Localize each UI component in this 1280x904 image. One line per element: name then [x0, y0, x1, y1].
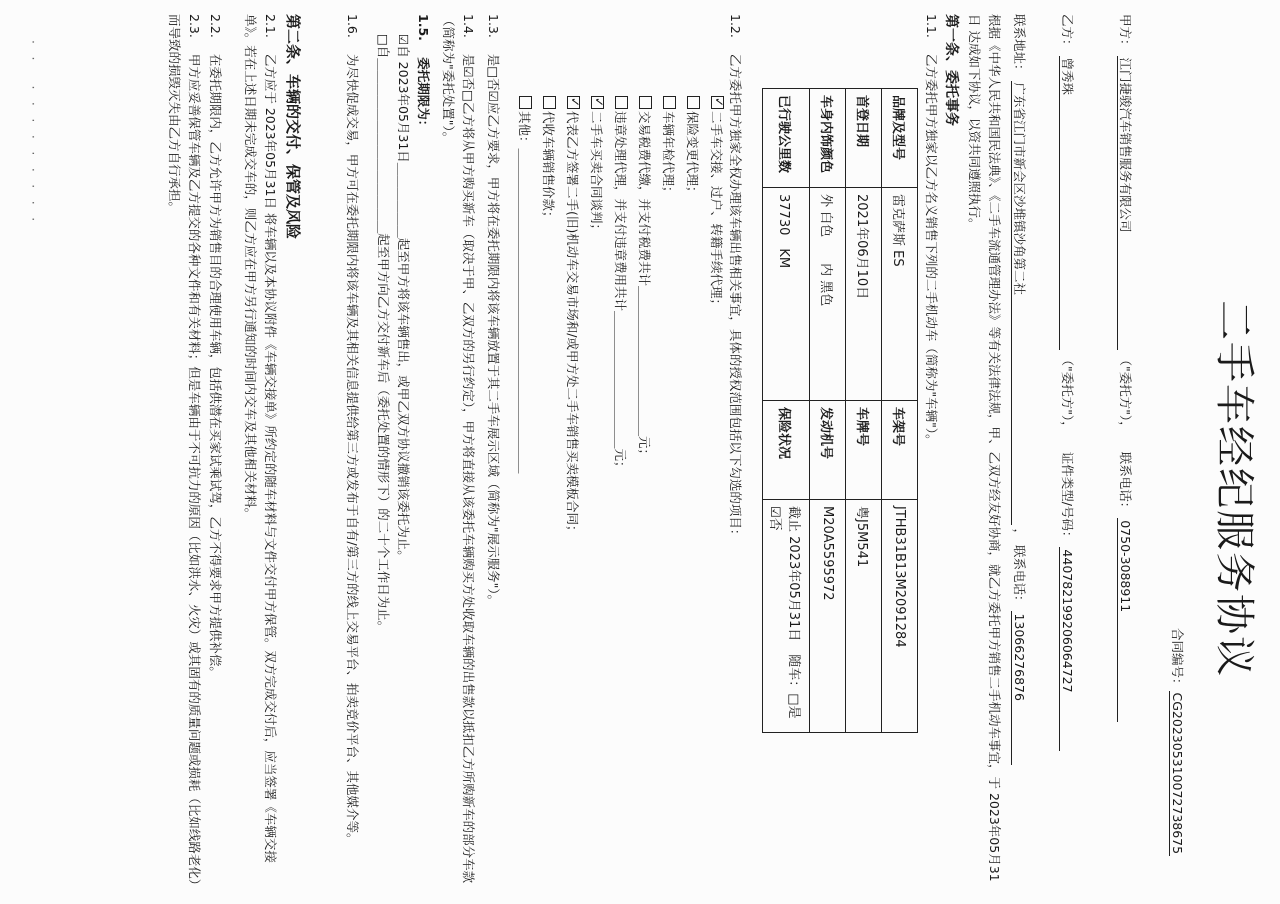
- address-phone: 13066276876: [1011, 611, 1026, 765]
- table-cell: 截止 2023年05月31日 随车：□是 ☑否: [763, 500, 810, 733]
- authorization-option: [709, 96, 724, 311]
- party-a-phone: 0750-3088911: [1117, 518, 1132, 722]
- table-cell: 粤J5M541: [846, 500, 882, 733]
- footer-dots: · · · · · · · · · · ·: [26, 40, 41, 222]
- party-b-row: 乙方： 曾秀珠 （"委托方"）， 证件类型/号码： 440782199206064727: [1059, 14, 1074, 751]
- option-label: 交易税费代缴，并支付税费共计＿＿＿＿＿＿＿＿＿＿＿＿元；: [637, 111, 652, 462]
- clause-2-2: 2.2. 在委托期限内，乙方允许甲方为销售目的合理使用车辆，包括供潜在买家试乘试驾，乙方不得要求甲方提供补偿。: [208, 14, 223, 679]
- clause-1-2: 1.2. 乙方委托甲方独家全权办理该车辆出售相关事宜，具体的授权范围包括以下勾选的项目：: [728, 14, 743, 542]
- clause-1-4: 1.4. 是☑否□乙方将从甲方购买新车（取决于甲、乙双方的另行约定），甲方将直接从该委托车辆购买方处收取车辆的出售款以抵扣乙方所购新车的部分车款（简称为"委托处置"）。: [441, 14, 476, 884]
- authorization-option: [685, 96, 700, 199]
- table-header-cell: 车身内饰颜色: [810, 89, 846, 188]
- table-header-cell: 已行驶公里数: [763, 89, 810, 188]
- authorization-option: [613, 96, 628, 474]
- option-label: 车辆年检代理；: [661, 111, 676, 199]
- authorization-option: [661, 96, 676, 199]
- option-label: 其他：＿＿＿＿＿＿＿＿＿＿＿＿＿＿＿＿＿＿＿＿＿＿＿＿＿＿: [517, 111, 532, 474]
- checked-box-icon: [711, 96, 724, 109]
- party-b-id: 440782199206064727: [1059, 547, 1074, 751]
- table-header-cell: 车架号: [882, 401, 918, 500]
- unchecked-box-icon: [639, 96, 652, 109]
- vehicle-table: [762, 88, 918, 733]
- address-value: 广东省江门市新会区沙堆镇沙角第二社: [1011, 81, 1026, 525]
- clause-1-1: 1.1. 乙方委托甲方独家以乙方名义销售下列的二手机动车（简称为"车辆"）。: [924, 14, 939, 447]
- party-a-row: 甲方： 江门捷骏汽车销售服务有限公司 （"委托方"）， 联系电话： 0750-3088911: [1117, 14, 1132, 722]
- checked-box-icon: [591, 96, 604, 109]
- authorization-option: [517, 96, 532, 474]
- authorization-option: [637, 96, 652, 461]
- option-label: 二手车买卖合同谈判；: [589, 111, 604, 237]
- preamble: 根据《中华人民共和国民法典》、《二手车流通管理办法》等有关法律法规，甲、乙双方经友好协商，就乙方委托甲方销售二手机动车事宜，于 2023年05月31日 达成如下协议，以资共同遵照执行。: [967, 14, 1002, 882]
- checked-box-icon: [567, 96, 580, 109]
- clause-1-3: 1.3. 是□否☑应乙方要求，甲方将在委托期限内将该车辆放置于其二手车展示区域（简称为"展示服务"）。: [486, 14, 501, 608]
- table-row: [846, 89, 882, 733]
- contract-number: 合同编号：CG202305310072738675: [1170, 628, 1185, 855]
- table-header-cell: 车牌号: [846, 401, 882, 500]
- table-cell: 2021年06月10日: [846, 188, 882, 401]
- option-label: 代收车辆销售价款；: [541, 111, 556, 224]
- authorization-option: [589, 96, 604, 236]
- table-cell: M20A5595972: [810, 500, 846, 733]
- unchecked-box-icon: [519, 96, 532, 109]
- table-cell: 外 白色 内 黑色: [810, 188, 846, 401]
- table-cell: JTHB31B13M2091284: [882, 500, 918, 733]
- article-2-title: 第二条、车辆的交付、保管及风险: [284, 14, 302, 240]
- table-row: [763, 89, 810, 733]
- table-header-cell: 品牌及型号: [882, 89, 918, 188]
- clause-2-1: 2.1. 乙方应于 2023年05月31日 将车辆以及本协议附件《车辆交接单》所约定的随车材料与文件交付甲方保管。双方完成交付后，应当签署《车辆交接单》。若在上述日期未完成交车的，则乙方应在甲方另行通知的时间内交车及其他相关材料。: [243, 14, 278, 863]
- authorization-option: [541, 96, 556, 224]
- unchecked-box-icon: [543, 96, 556, 109]
- table-row: [882, 89, 918, 733]
- article-1-title: 第一条、委托事务: [943, 14, 959, 126]
- option-label: 代表乙方签署二手(旧)机动车交易市场和/或甲方处二手车销售买卖模板合同；: [565, 111, 580, 538]
- party-a-name: 江门捷骏汽车销售服务有限公司: [1117, 56, 1132, 350]
- period-option-2: □自＿＿＿＿＿＿＿＿＿＿＿＿＿＿起至甲方向乙方交付新车后（委托处置的情形下）的二十个工作日为止。: [376, 34, 391, 634]
- table-header-cell: 保险状况: [763, 401, 810, 500]
- option-label: 二手车交接、过户、转籍手续代理；: [709, 111, 724, 312]
- unchecked-box-icon: [663, 96, 676, 109]
- period-option-1: ☑自 2023年05月31日＿＿＿＿＿＿起至甲方将该车辆售出，或甲乙双方协议撤销该委托为止。: [396, 34, 411, 563]
- address-row: 联系地址： 广东省江门市新会区沙堆镇沙角第二社 ， 联系电话： 13066276876: [1011, 14, 1026, 765]
- option-label: 违章处理代理，并支付违章费用共计＿＿＿＿＿＿＿＿＿＿＿元；: [613, 111, 628, 474]
- option-label: 保险变更代理；: [685, 111, 700, 199]
- unchecked-box-icon: [615, 96, 628, 109]
- document-title: 二手车经纪服务协议: [1211, 300, 1257, 678]
- contract-number-value: CG202305310072738675: [1170, 692, 1185, 855]
- clause-2-3: 2.3. 甲方应妥善保管车辆及乙方提交的各种文件和有关材料；但是车辆由于不可抗力的原因（比如洪水、火灾）或其固有的质量问题或损耗（比如线路老化）而导致的损毁灭失由乙方自行承担。: [167, 14, 202, 892]
- table-header-cell: 发动机号: [810, 401, 846, 500]
- table-cell: 雷克萨斯 ES: [882, 188, 918, 401]
- clause-1-5: 1.5. 委托期限为：: [416, 14, 431, 133]
- authorization-option: [565, 96, 580, 537]
- party-b-name: 曾秀珠: [1059, 56, 1074, 350]
- table-cell: 37730 KM: [763, 188, 810, 401]
- table-header-cell: 首登日期: [846, 89, 882, 188]
- unchecked-box-icon: [687, 96, 700, 109]
- table-row: [810, 89, 846, 733]
- clause-1-6: 1.6. 为尽快促成交易，甲方可在委托期限内将该车辆及其相关信息提供给第三方或发布于自有/第三方的线上交易平台、拍卖竞价平台、其他媒介等。: [345, 14, 360, 846]
